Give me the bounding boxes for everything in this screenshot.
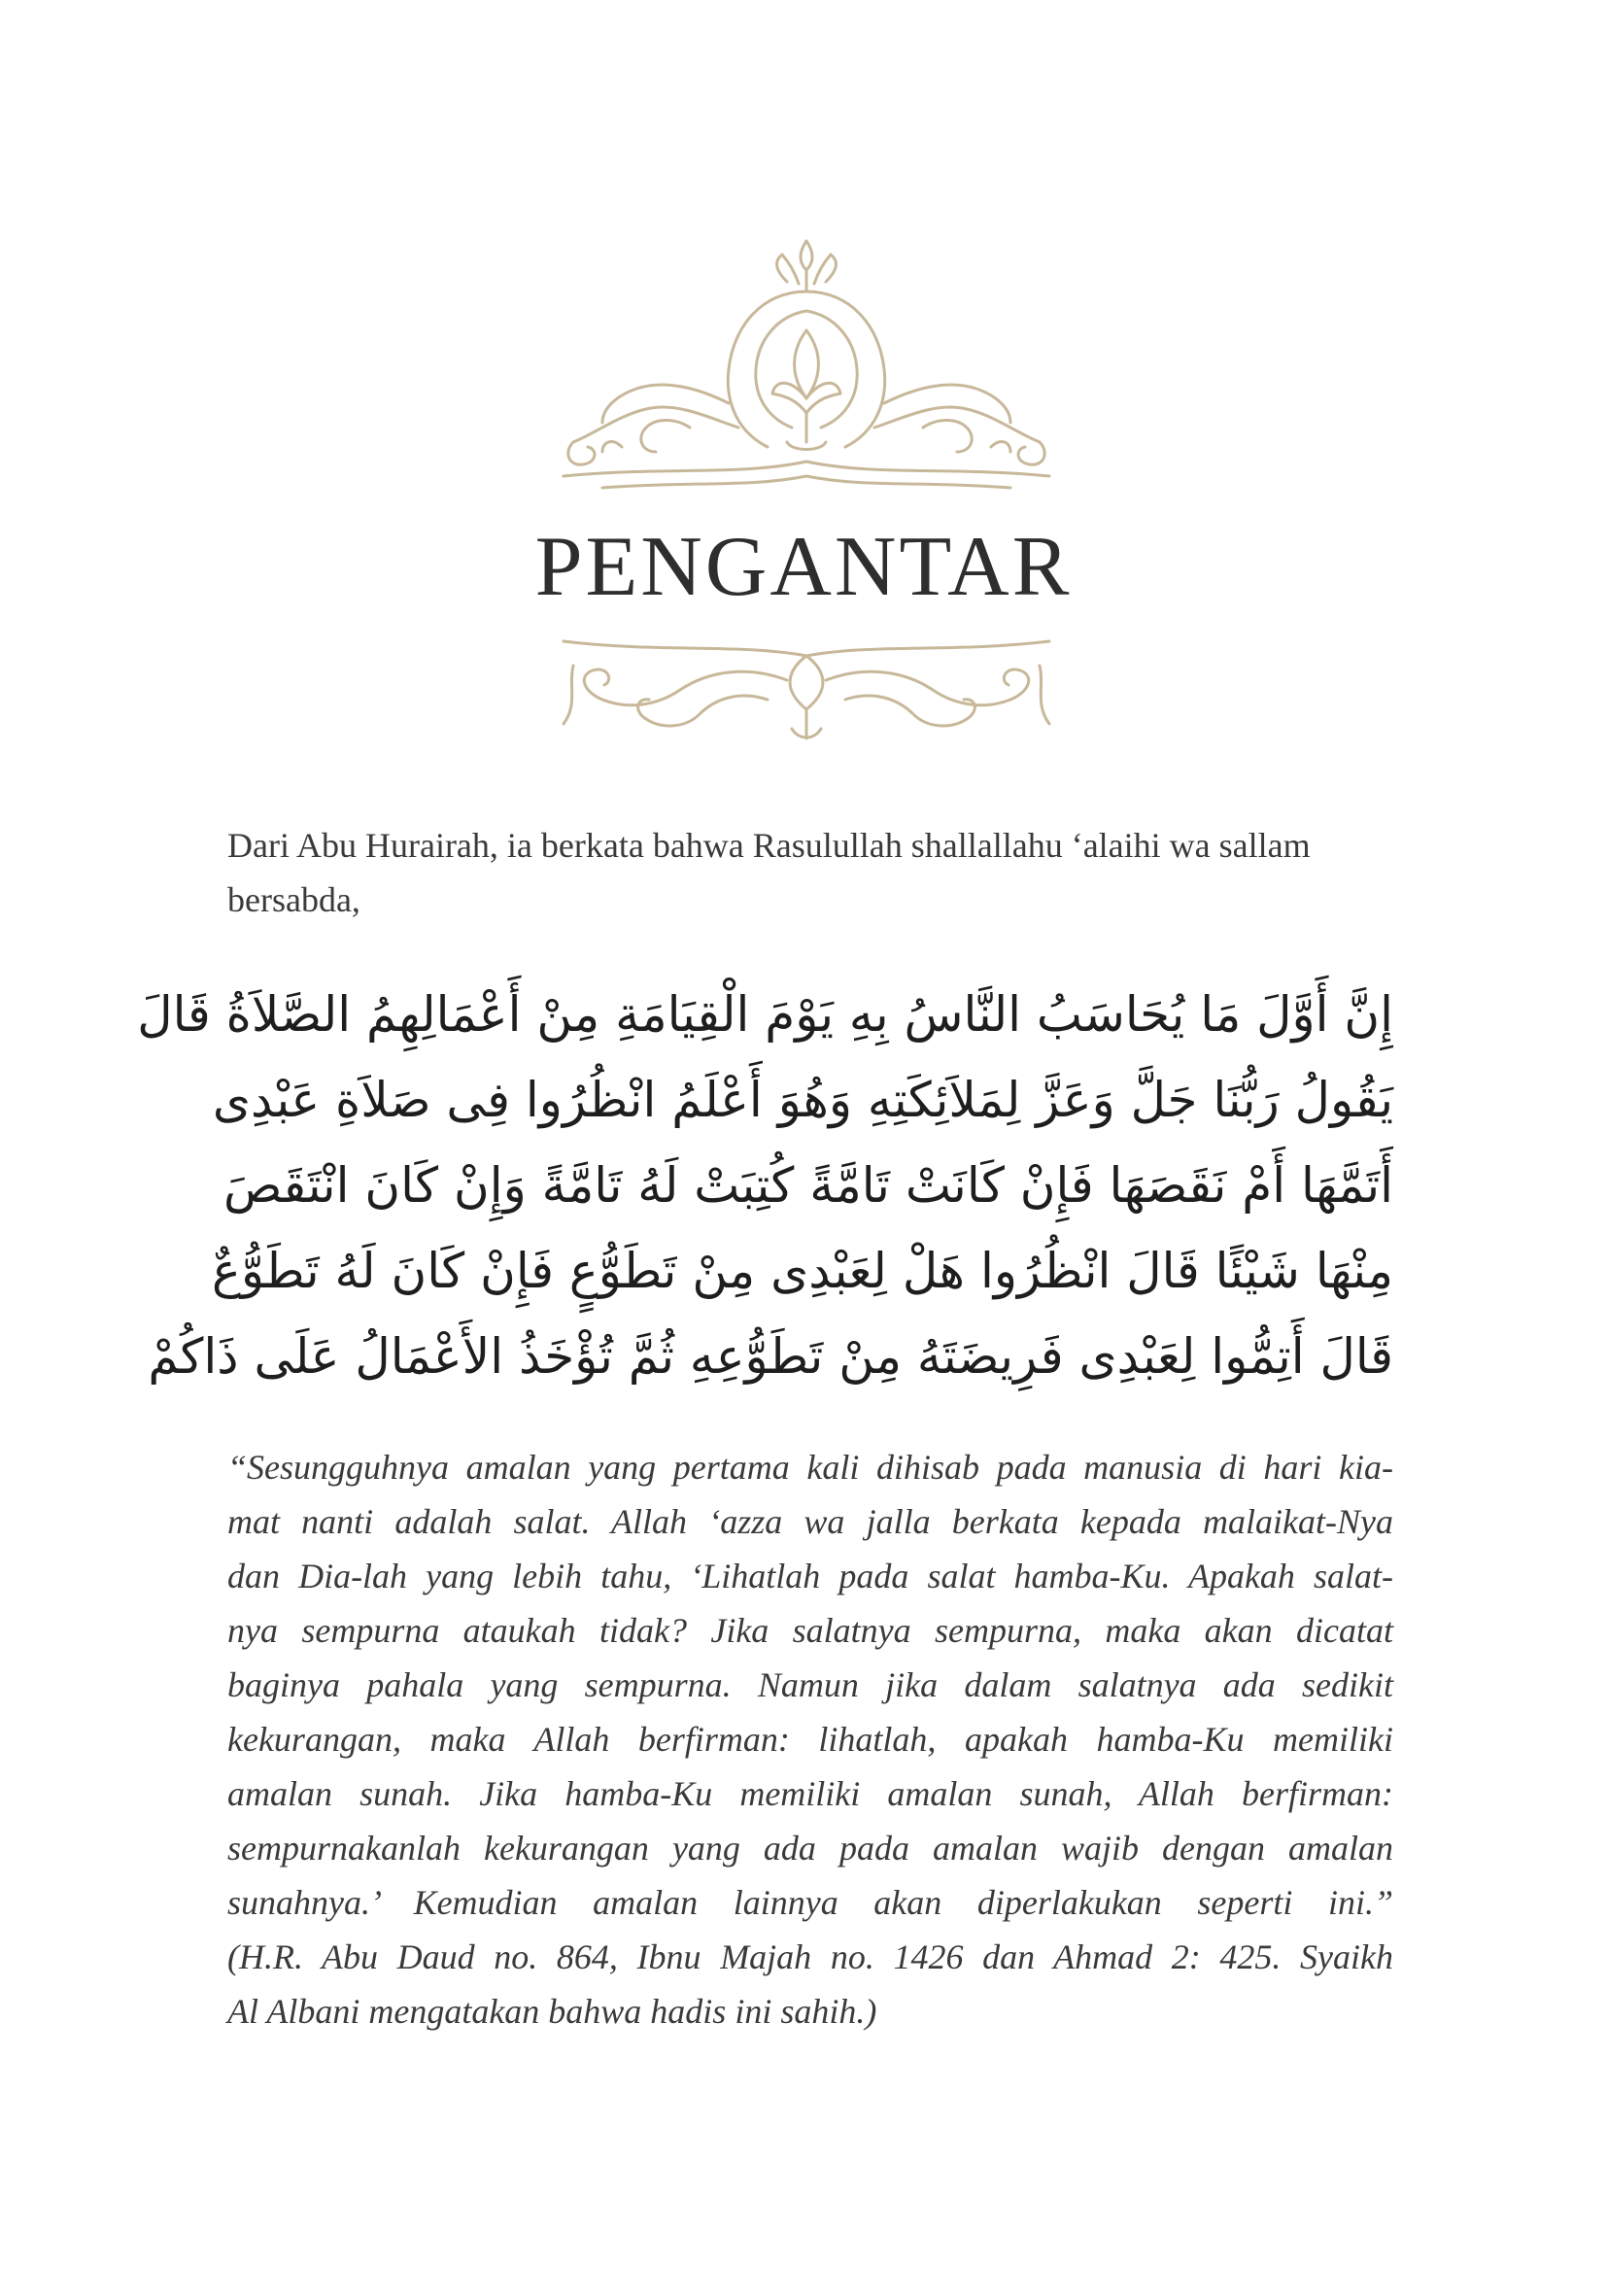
translation-line: dan Dia-lah yang lebih tahu, ‘Lihatlah pada salat hamba-Ku. Apakah salat- — [227, 1557, 1393, 1595]
translation-line: sempurnakanlah kekurangan yang ada pada amalan wajib dengan amalan — [227, 1829, 1393, 1868]
citation-line: (H.R. Abu Daud no. 864, Ibnu Majah no. 1426 dan Ahmad 2: 425. Syaikh — [227, 1937, 1393, 1976]
intro-paragraph: Dari Abu Hurairah, ia berkata bahwa Rasulullah shallallahu ‘alaihi wa sallam bersabda, — [227, 826, 1311, 919]
hadith-arabic-line: مِنْهَا شَيْئًا قَالَ انْظُرُوا هَلْ لِعَبْدِى مِنْ تَطَوُّعٍ فَإِنْ كَانَ لَهُ تَطَوُّعٌ — [212, 1243, 1393, 1299]
translation-line: kekurangan, maka Allah berfirman: lihatlah, apakah hamba-Ku memiliki — [227, 1720, 1393, 1759]
hadith-arabic-line: أَتَمَّهَا أَمْ نَقَصَهَا فَإِنْ كَانَتْ تَامَّةً كُتِبَتْ لَهُ تَامَّةً وَإِنْ كَانَ انْتَقَصَ — [223, 1157, 1393, 1214]
translation-line: nya sempurna ataukah tidak? Jika salatnya sempurna, maka akan dicatat — [227, 1611, 1393, 1650]
translation-line: amalan sunah. Jika hamba-Ku memiliki amalan sunah, Allah berfirman: — [227, 1774, 1393, 1813]
hadith-arabic-line: إِنَّ أَوَّلَ مَا يُحَاسَبُ النَّاسُ بِهِ يَوْمَ الْقِيَامَةِ مِنْ أَعْمَالِهِمُ الصَّلاَةُ قَالَ — [137, 986, 1393, 1043]
translation-line: sunahnya.’ Kemudian amalan lainnya akan diperlakukan seperti ini.” — [227, 1883, 1393, 1922]
arabesque-crown-ornament-icon — [544, 233, 1069, 496]
arabesque-divider-ornament-icon — [544, 632, 1069, 748]
citation-line: Al Albani mengatakan bahwa hadis ini sahih.) — [227, 1992, 877, 2031]
translation-line: mat nanti adalah salat. Allah ‘azza wa jalla berkata kepada malaikat-Nya — [227, 1502, 1393, 1541]
hadith-arabic-line: يَقُولُ رَبُّنَا جَلَّ وَعَزَّ لِمَلاَئِكَتِهِ وَهُوَ أَعْلَمُ انْظُرُوا فِى صَلاَةِ عَبْدِى — [212, 1072, 1393, 1128]
hadith-arabic-text — [137, 972, 1393, 1399]
hadith-arabic-line: قَالَ أَتِمُّوا لِعَبْدِى فَرِيضَتَهُ مِنْ تَطَوُّعِهِ ثُمَّ تُؤْخَذُ الأَعْمَالُ عَلَى ذَاكُمْ — [148, 1328, 1393, 1385]
hadith-translation — [227, 1440, 1393, 2039]
translation-line: baginya pahala yang sempurna. Namun jika dalam salatnya ada sedikit — [227, 1665, 1393, 1704]
translation-line: “Sesungguhnya amalan yang pertama kali dihisab pada manusia di hari kia- — [227, 1448, 1393, 1487]
page-title: PENGANTAR — [534, 520, 1073, 614]
